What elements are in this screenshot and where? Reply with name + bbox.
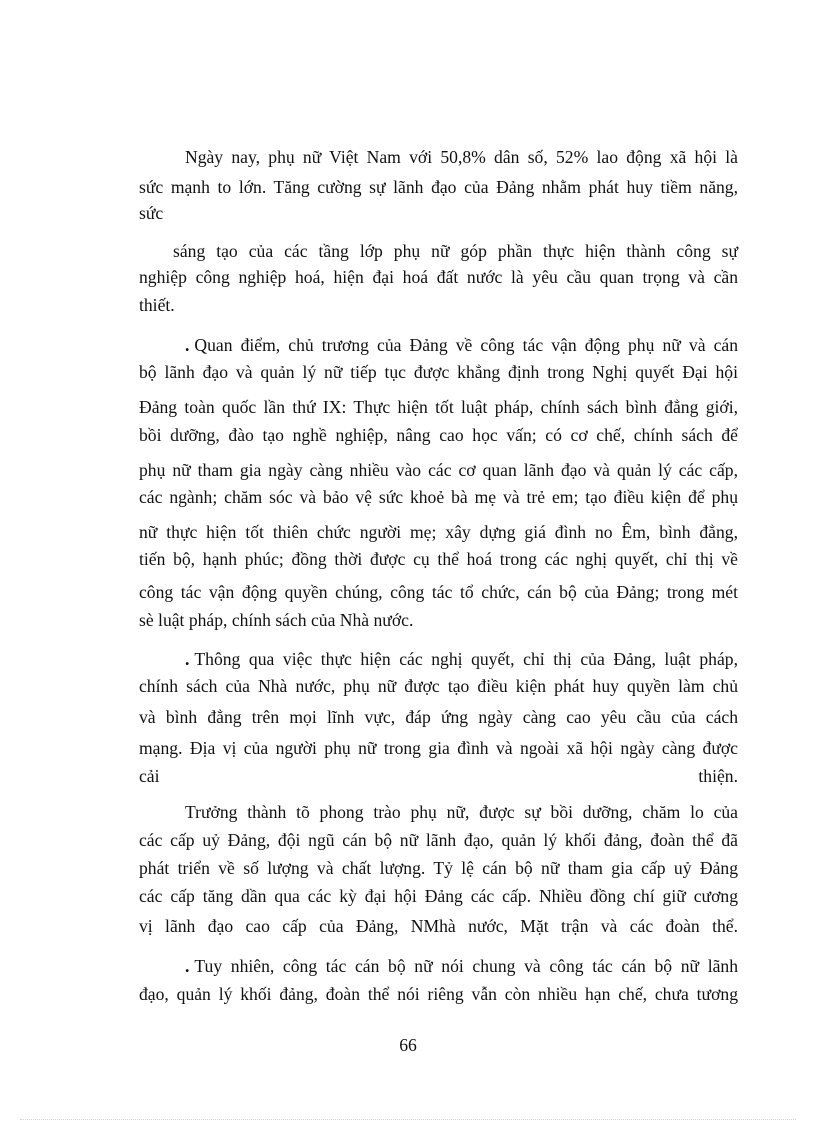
paragraph-4-line-5-start: cải bbox=[139, 766, 160, 786]
paragraph-3-line-1 bbox=[185, 334, 738, 356]
paragraph-4-line-2: chính sách của Nhà nước, phụ nữ được tạo điều kiện phát huy quyền làm chủ bbox=[139, 676, 738, 696]
paragraph-3-line-2: bộ lãnh đạo và quản lý nữ tiếp tục được khẳng định trong Nghị quyết Đại hội bbox=[139, 362, 738, 382]
paragraph-3-line-8: tiến bộ, hạnh phúc; đồng thời được cụ thể hoá trong các nghị quyết, chỉ thị về bbox=[139, 549, 738, 569]
paragraph-2-line-1: sáng tạo của các tầng lớp phụ nữ góp phần thực hiện thành công sự bbox=[173, 241, 738, 261]
page-bottom-border bbox=[20, 1119, 796, 1120]
paragraph-6-line-1 bbox=[185, 955, 738, 977]
bullet-dot: . bbox=[185, 335, 190, 355]
paragraph-4-line-1 bbox=[185, 648, 738, 670]
paragraph-4-line-3: và bình đẳng trên mọi lĩnh vực, đáp ứng ngày càng cao yêu cầu của cách bbox=[139, 707, 738, 727]
paragraph-2-line-2: nghiệp công nghiệp hoá, hiện đại hoá đất nước là yêu cầu quan trọng và cần bbox=[139, 267, 738, 287]
paragraph-5-line-4: các cấp tăng dần qua các kỳ đại hội Đảng các cấp. Nhiều đồng chí giữ cương bbox=[139, 886, 738, 906]
paragraph-3-line-5: phụ nữ tham gia ngày càng nhiều vào các cơ quan lãnh đạo và quản lý các cấp, bbox=[139, 460, 738, 480]
paragraph-5-line-3: phát triển về số lượng và chất lượng. Tỷ lệ cán bộ nữ tham gia cấp uỷ Đảng bbox=[139, 858, 738, 878]
bullet-dot: . bbox=[185, 649, 190, 669]
paragraph-3-line-9: công tác vận động quyền chúng, công tác tổ chức, cán bộ của Đảng; trong mét bbox=[139, 582, 738, 602]
paragraph-6-line-1-text: Tuy nhiên, công tác cán bộ nữ nói chung và công tác cán bộ nữ lãnh bbox=[194, 956, 738, 976]
page-number: 66 bbox=[399, 1035, 417, 1055]
paragraph-3-line-10: sè luật pháp, chính sách của Nhà nước. bbox=[139, 610, 414, 630]
paragraph-1-line-1: Ngày nay, phụ nữ Việt Nam với 50,8% dân số, 52% lao động xã hội là bbox=[185, 147, 738, 167]
paragraph-4-line-5-end: thiện. bbox=[698, 766, 738, 786]
paragraph-4-line-1-text: Thông qua việc thực hiện các nghị quyết, chỉ thị của Đảng, luật pháp, bbox=[194, 649, 738, 669]
paragraph-5-line-2: các cấp uỷ Đảng, đội ngũ cán bộ nữ lãnh đạo, quản lý khối đảng, đoàn thể đã bbox=[139, 830, 738, 850]
paragraph-3-line-6: các ngành; chăm sóc và bảo vệ sức khoẻ bà mẹ và trẻ em; tạo điều kiện để phụ bbox=[139, 487, 738, 507]
paragraph-5-line-5: vị lãnh đạo cao cấp của Đảng, NMhà nước, Mặt trận và các đoàn thể. bbox=[139, 916, 738, 936]
paragraph-3-line-7: nữ thực hiện tốt thiên chức người mẹ; xây dựng giá đình no Êm, bình đẳng, bbox=[139, 522, 738, 542]
paragraph-6-line-2: đạo, quản lý khối đảng, đoàn thể nói riêng vẫn còn nhiều hạn chế, chưa tương bbox=[139, 984, 738, 1004]
paragraph-3-line-3: Đảng toàn quốc lần thứ IX: Thực hiện tốt luật pháp, chính sách bình đẳng giới, bbox=[139, 397, 738, 417]
paragraph-5-line-1: Trưởng thành tõ phong trào phụ nữ, được sự bồi dưỡng, chăm lo của bbox=[185, 802, 738, 822]
paragraph-1-line-3: sức bbox=[139, 203, 164, 223]
paragraph-3-line-4: bồi dưỡng, đào tạo nghề nghiệp, nâng cao học vấn; có cơ chế, chính sách để bbox=[139, 425, 738, 445]
paragraph-2-line-3: thiết. bbox=[139, 295, 175, 315]
bullet-dot: . bbox=[185, 956, 190, 976]
paragraph-4-line-4: mạng. Địa vị của người phụ nữ trong gia đình và ngoài xã hội ngày càng được bbox=[139, 738, 738, 758]
paragraph-3-line-1-text: Quan điểm, chủ trương của Đảng về công tác vận động phụ nữ và cán bbox=[194, 335, 738, 355]
paragraph-1-line-2: sức mạnh to lớn. Tăng cường sự lãnh đạo của Đảng nhằm phát huy tiềm năng, bbox=[139, 177, 738, 197]
